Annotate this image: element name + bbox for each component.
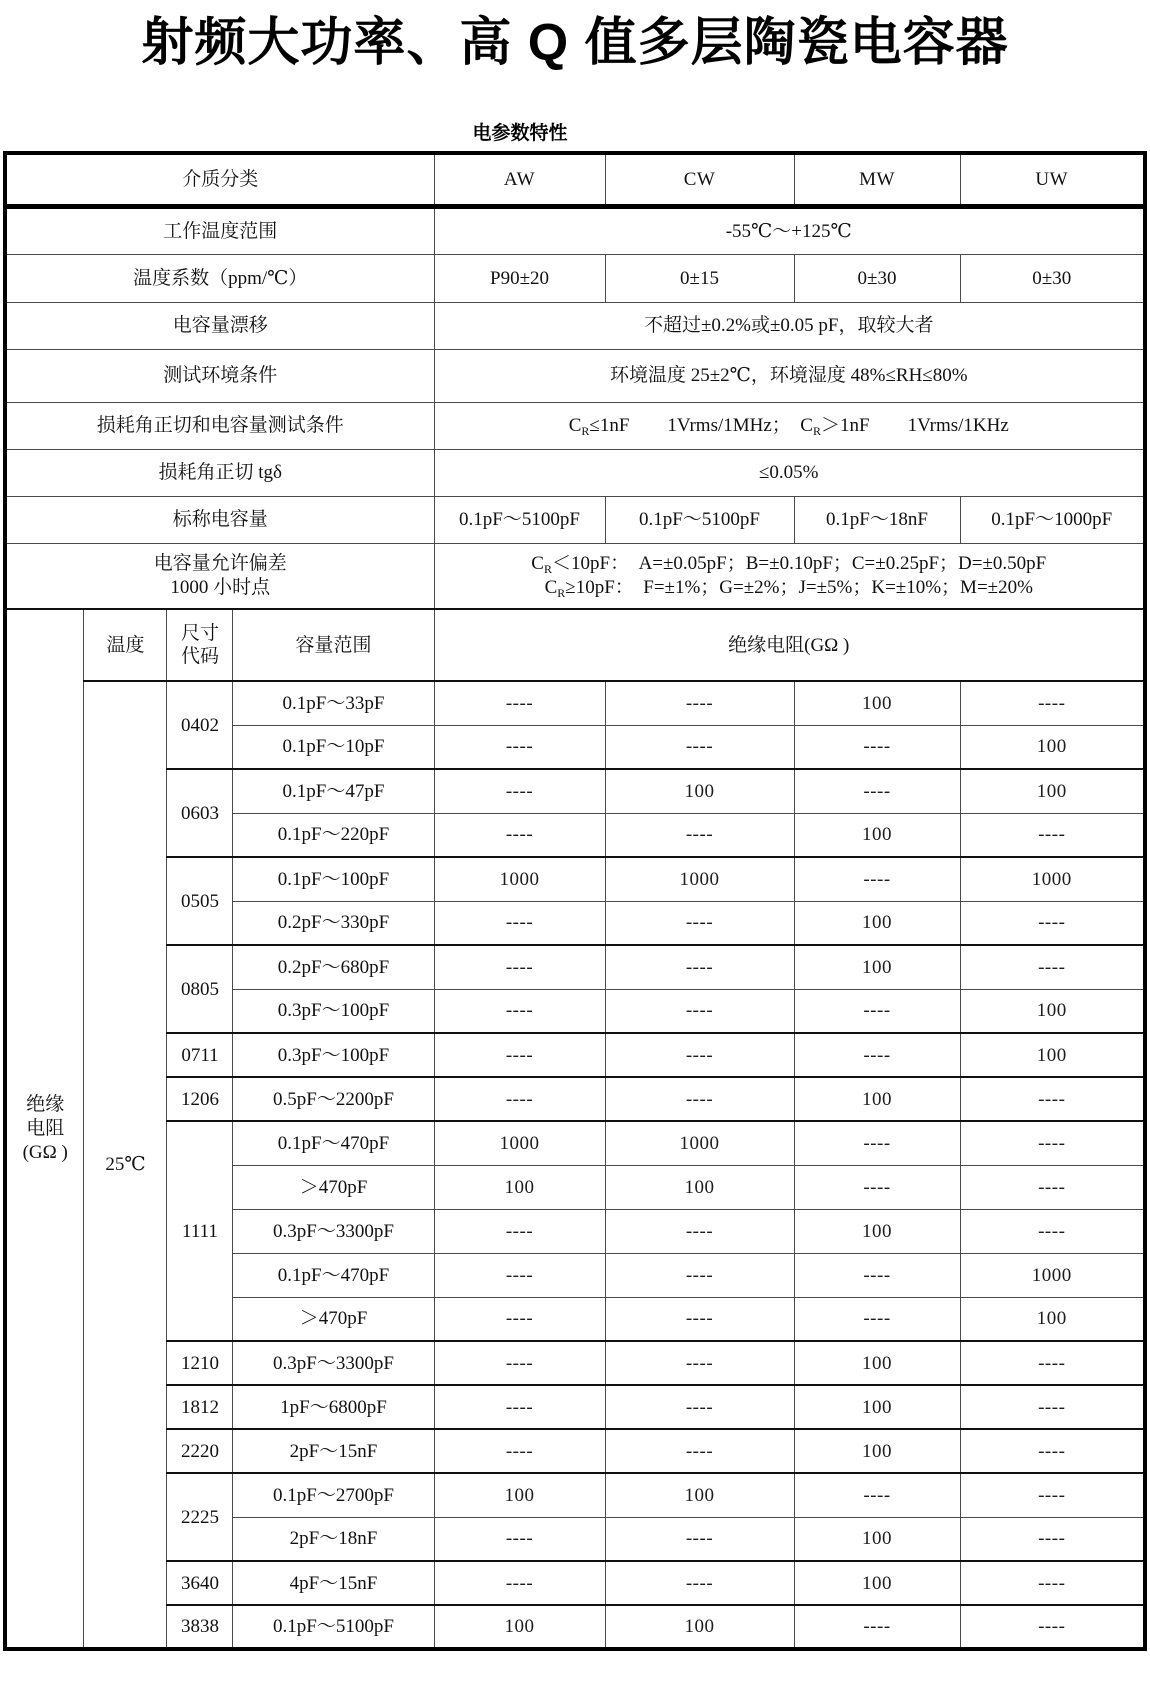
nominal-cap-label: 标称电容量 (5, 496, 434, 543)
ir-value-mw: ---- (794, 989, 960, 1033)
ir-value-mw: ---- (794, 1605, 960, 1649)
test-env-row (5, 349, 1145, 402)
size-code-cell: 2220 (167, 1429, 233, 1473)
ir-value-uw: 100 (960, 769, 1145, 813)
ir-header: 绝缘电阻(GΩ ) (434, 609, 1145, 681)
tg-delta-value: ≤0.05% (434, 449, 1145, 496)
ir-value-uw: ---- (960, 1385, 1145, 1429)
ir-value-mw: ---- (794, 1033, 960, 1077)
ir-value-mw: 100 (794, 1561, 960, 1605)
cap-drift-row (5, 302, 1145, 349)
ir-value-mw: ---- (794, 1297, 960, 1341)
ir-value-cw: ---- (605, 1033, 794, 1077)
cap-range-cell: 0.1pF～100pF (233, 857, 434, 901)
ir-value-mw: 100 (794, 813, 960, 857)
column-header-uw: UW (960, 153, 1145, 206)
size-code-cell: 3640 (167, 1561, 233, 1605)
ir-left-label: 绝缘 电阻 (GΩ ) (5, 609, 84, 1649)
cap-range-cell: 0.3pF～3300pF (233, 1209, 434, 1253)
temp-coef-cw: 0±15 (605, 254, 794, 302)
tolerance-label-line1: 电容量允许偏差 (153, 553, 287, 575)
ir-value-aw: 100 (434, 1605, 605, 1649)
ir-value-uw: ---- (960, 813, 1145, 857)
ir-value-cw: 100 (605, 1165, 794, 1209)
size-code-cell: 0402 (167, 681, 233, 769)
ir-row (5, 1077, 1145, 1121)
ir-value-aw: ---- (434, 989, 605, 1033)
ir-value-uw: 100 (960, 1033, 1145, 1077)
spec-table-body (5, 153, 1145, 1649)
size-code-cell: 0505 (167, 857, 233, 945)
ir-value-mw: ---- (794, 1473, 960, 1517)
subscript-r: R (557, 586, 566, 601)
temp-range-label: 工作温度范围 (5, 206, 434, 254)
cap-range-cell: 0.1pF～10pF (233, 725, 434, 769)
cap-range-cell: 0.2pF～680pF (233, 945, 434, 989)
ir-value-cw: ---- (605, 901, 794, 945)
ir-value-mw: 100 (794, 1341, 960, 1385)
ir-value-uw: ---- (960, 1517, 1145, 1561)
ir-value-cw: ---- (605, 989, 794, 1033)
ir-value-cw: 100 (605, 1473, 794, 1517)
ir-value-uw: ---- (960, 1121, 1145, 1165)
ir-value-uw: ---- (960, 1473, 1145, 1517)
ir-value-aw: 100 (434, 1165, 605, 1209)
size-code-header: 尺寸 代码 (167, 609, 233, 681)
loss-test-row (5, 402, 1145, 449)
size-code-cell: 2225 (167, 1473, 233, 1561)
ir-value-uw: 100 (960, 989, 1145, 1033)
ir-row (5, 1121, 1145, 1165)
ir-value-mw: ---- (794, 1121, 960, 1165)
column-header-mw: MW (794, 153, 960, 206)
cap-drift-label: 电容量漂移 (5, 302, 434, 349)
cap-range-cell: ＞470pF (233, 1297, 434, 1341)
cap-range-header: 容量范围 (233, 609, 434, 681)
cap-range-cell: 0.2pF～330pF (233, 901, 434, 945)
ir-value-uw: 100 (960, 1297, 1145, 1341)
ir-value-uw: 1000 (960, 857, 1145, 901)
ir-value-cw: ---- (605, 1077, 794, 1121)
ir-row (5, 1473, 1145, 1517)
subscript-r: R (812, 424, 821, 439)
ir-row (5, 1429, 1145, 1473)
ir-value-cw: ---- (605, 1385, 794, 1429)
ir-value-aw: ---- (434, 1297, 605, 1341)
ir-value-aw: ---- (434, 725, 605, 769)
ir-value-cw: 1000 (605, 857, 794, 901)
ir-value-uw: ---- (960, 1605, 1145, 1649)
ir-row (5, 1385, 1145, 1429)
cap-drift-value: 不超过±0.2%或±0.05 pF，取较大者 (434, 302, 1145, 349)
ir-value-mw: ---- (794, 1165, 960, 1209)
ir-value-uw: ---- (960, 1429, 1145, 1473)
tolerance-line1: $C_R<10pF$： A=±0.05pF；B=±0.10pF；C=±0.25pF；D=±0.50pF (531, 553, 1047, 577)
ir-value-aw: ---- (434, 1033, 605, 1077)
temp-value-cell: 25℃ (84, 681, 167, 1649)
ir-value-mw: 100 (794, 681, 960, 725)
tolerance-line2: $C_R\ge 10pF$： F=±1%；G=±2%；J=±5%；K=±10%；M=±20% (544, 577, 1033, 601)
cap-range-cell: 1pF～6800pF (233, 1385, 434, 1429)
cap-range-cell: 0.1pF～33pF (233, 681, 434, 725)
ir-value-mw: 100 (794, 901, 960, 945)
ir-value-aw: ---- (434, 945, 605, 989)
ir-row (5, 1033, 1145, 1077)
spec-table (3, 151, 1147, 1651)
cap-range-cell: 0.1pF～47pF (233, 769, 434, 813)
ir-value-mw: 100 (794, 1209, 960, 1253)
cap-range-cell: 0.1pF～470pF (233, 1121, 434, 1165)
cap-range-cell: 2pF～18nF (233, 1517, 434, 1561)
ir-row (5, 945, 1145, 989)
subscript-r: R (581, 424, 590, 439)
section-subtitle: 电参数特性 (472, 123, 568, 145)
ir-value-uw: ---- (960, 1077, 1145, 1121)
test-env-label: 测试环境条件 (5, 349, 434, 402)
ir-value-uw: ---- (960, 1165, 1145, 1209)
ir-row (5, 1561, 1145, 1605)
ir-value-cw: ---- (605, 1253, 794, 1297)
cap-range-cell: 0.1pF～220pF (233, 813, 434, 857)
temp-range-row (5, 206, 1145, 254)
ir-row (5, 769, 1145, 813)
nominal-cap-row (5, 496, 1145, 543)
ir-value-aw: 100 (434, 1473, 605, 1517)
ir-value-uw: ---- (960, 945, 1145, 989)
ir-value-aw: ---- (434, 769, 605, 813)
cap-range-cell: ＞470pF (233, 1165, 434, 1209)
temp-coef-row (5, 254, 1145, 302)
size-code-cell: 0711 (167, 1033, 233, 1077)
tolerance-row (5, 543, 1145, 609)
loss-test-label: 损耗角正切和电容量测试条件 (5, 402, 434, 449)
temp-coef-mw: 0±30 (794, 254, 960, 302)
ir-value-mw: 100 (794, 945, 960, 989)
subtitle-wrap (0, 118, 1150, 145)
cap-range-cell: 0.3pF～100pF (233, 1033, 434, 1077)
ir-value-uw: ---- (960, 1561, 1145, 1605)
ir-value-uw: 100 (960, 725, 1145, 769)
ir-value-uw: ---- (960, 901, 1145, 945)
ir-value-aw: ---- (434, 813, 605, 857)
size-code-cell: 0603 (167, 769, 233, 857)
ir-value-cw: ---- (605, 1297, 794, 1341)
ir-value-aw: 1000 (434, 1121, 605, 1165)
tolerance-value (434, 543, 1145, 609)
ir-value-mw: 100 (794, 1385, 960, 1429)
test-env-value: 环境温度 25±2℃，环境湿度 48%≤RH≤80% (434, 349, 1145, 402)
size-code-cell: 1812 (167, 1385, 233, 1429)
tolerance-label-line2: 1000 小时点 (170, 577, 271, 599)
subscript-r: R (543, 562, 552, 577)
cap-range-cell: 0.3pF～100pF (233, 989, 434, 1033)
temp-range-value: -55℃～+125℃ (434, 206, 1145, 254)
ir-value-mw: 100 (794, 1517, 960, 1561)
size-code-cell: 3838 (167, 1605, 233, 1649)
ir-value-cw: ---- (605, 1429, 794, 1473)
cap-range-cell: 2pF～15nF (233, 1429, 434, 1473)
ir-value-mw: ---- (794, 1253, 960, 1297)
dielectric-class-label: 介质分类 (5, 153, 434, 206)
ir-value-aw: ---- (434, 1429, 605, 1473)
column-header-aw: AW (434, 153, 605, 206)
ir-value-mw: ---- (794, 769, 960, 813)
ir-value-aw: ---- (434, 1385, 605, 1429)
ir-value-aw: 1000 (434, 857, 605, 901)
temp-header: 温度 (84, 609, 167, 681)
cap-range-cell: 0.5pF～2200pF (233, 1077, 434, 1121)
nominal-cap-aw: 0.1pF～5100pF (434, 496, 605, 543)
cap-range-cell: 0.3pF～3300pF (233, 1341, 434, 1385)
ir-value-cw: 100 (605, 1605, 794, 1649)
ir-value-aw: ---- (434, 681, 605, 725)
ir-value-cw: ---- (605, 725, 794, 769)
tg-delta-row (5, 449, 1145, 496)
ir-value-uw: ---- (960, 1341, 1145, 1385)
ir-value-aw: ---- (434, 1077, 605, 1121)
size-code-cell: 1210 (167, 1341, 233, 1385)
size-code-cell: 0805 (167, 945, 233, 1033)
ir-value-cw: ---- (605, 1209, 794, 1253)
cap-range-cell: 0.1pF～5100pF (233, 1605, 434, 1649)
cap-range-cell: 0.1pF～470pF (233, 1253, 434, 1297)
ir-row (5, 1341, 1145, 1385)
temp-coef-aw: P90±20 (434, 254, 605, 302)
ir-value-cw: ---- (605, 681, 794, 725)
cap-range-cell: 0.1pF～2700pF (233, 1473, 434, 1517)
ir-value-uw: ---- (960, 1209, 1145, 1253)
tolerance-label (5, 543, 434, 609)
tg-delta-label: 损耗角正切 tgδ (5, 449, 434, 496)
ir-value-cw: 100 (605, 769, 794, 813)
ir-value-cw: ---- (605, 813, 794, 857)
page-title: 射频大功率、高 Q 值多层陶瓷电容器 (141, 14, 1009, 72)
ir-value-mw: 100 (794, 1077, 960, 1121)
nominal-cap-mw: 0.1pF～18nF (794, 496, 960, 543)
dielectric-class-row (5, 153, 1145, 206)
ir-value-aw: ---- (434, 1341, 605, 1385)
ir-value-uw: 1000 (960, 1253, 1145, 1297)
ir-value-cw: ---- (605, 1517, 794, 1561)
ir-value-aw: ---- (434, 1209, 605, 1253)
temp-coef-label: 温度系数（ppm/℃） (5, 254, 434, 302)
ir-value-cw: ---- (605, 1341, 794, 1385)
ir-value-cw: ---- (605, 945, 794, 989)
ir-value-cw: ---- (605, 1561, 794, 1605)
ir-row (5, 681, 1145, 725)
loss-test-value: $C_R\le 1nF$ 1Vrms/1MHz； $C_R>1nF$ 1Vrms/1KHz (434, 402, 1145, 449)
nominal-cap-uw: 0.1pF～1000pF (960, 496, 1145, 543)
ir-value-aw: ---- (434, 1253, 605, 1297)
ir-value-cw: 1000 (605, 1121, 794, 1165)
size-code-cell: 1111 (167, 1121, 233, 1341)
temp-coef-uw: 0±30 (960, 254, 1145, 302)
ir-value-uw: ---- (960, 681, 1145, 725)
ir-row (5, 857, 1145, 901)
ir-value-aw: ---- (434, 901, 605, 945)
ir-value-mw: 100 (794, 1429, 960, 1473)
ir-value-mw: ---- (794, 725, 960, 769)
size-code-cell: 1206 (167, 1077, 233, 1121)
ir-value-aw: ---- (434, 1561, 605, 1605)
ir-row (5, 1605, 1145, 1649)
ir-value-aw: ---- (434, 1517, 605, 1561)
ir-value-mw: ---- (794, 857, 960, 901)
nominal-cap-cw: 0.1pF～5100pF (605, 496, 794, 543)
ir-subheader-row (5, 609, 1145, 681)
column-header-cw: CW (605, 153, 794, 206)
cap-range-cell: 4pF～15nF (233, 1561, 434, 1605)
